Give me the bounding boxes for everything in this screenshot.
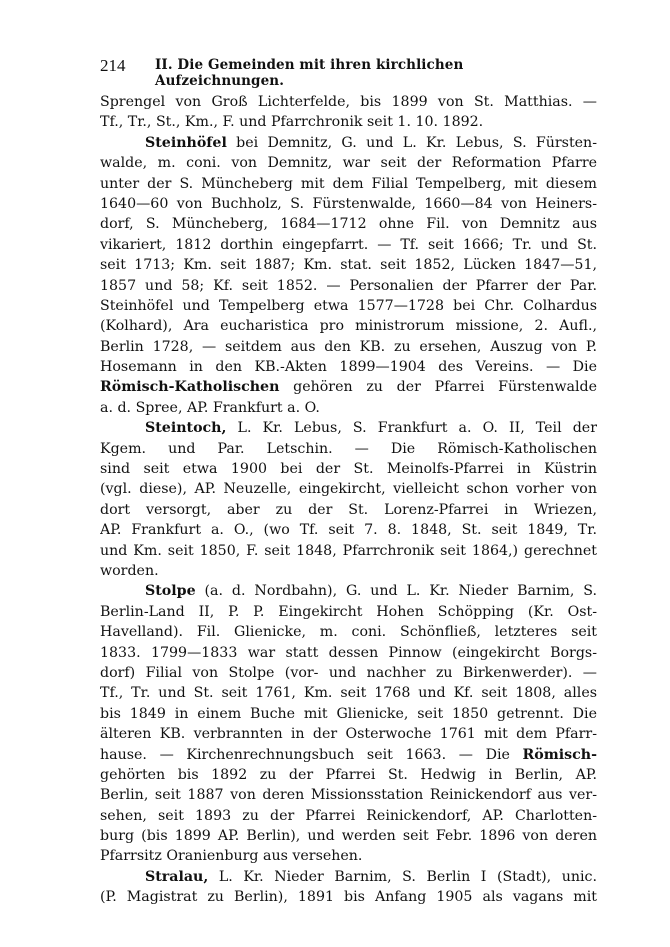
text-line [100,316,597,336]
text-line [100,418,597,438]
text-line [100,785,597,805]
text-segment: 1857 und 58; Kf. seit 1852. — Personalien der Pfarrer der Par. [100,277,597,294]
text-segment: dort versorgt, aber zu der St. Lorenz-Pfarrei in Wriezen, [100,501,597,518]
text-segment: unter der S. Müncheberg mit dem Filial Tempelberg, mit diesem [100,175,597,192]
text-segment: hause. — Kirchenrechnungsbuch seit 1663. — Die [100,746,523,763]
text-line [100,765,597,785]
text-line [100,846,597,866]
text-segment: 1640—60 von Buchholz, S. Fürstenwalde, 1660—84 von Heiners- [100,195,597,212]
text-line [100,500,597,520]
text-segment: dorf) Filial von Stolpe (vor- und nachher zu Birkenwerder). — [100,664,597,681]
text-segment: (a. d. Nordbahn), G. und L. Kr. Nieder Barnim, S. [195,583,597,600]
body-text [100,92,597,908]
text-line [100,561,597,581]
text-segment: älteren KB. verbrannten in der Osterwoche 1761 mit dem Pfarr- [100,726,597,743]
text-line [100,377,597,397]
running-title: II. Die Gemeinden mit ihren kirchlichen Aufzeichnungen. [155,57,464,89]
text-line [100,235,597,255]
text-line [100,602,597,622]
text-segment: Havelland). Fil. Glienicke, m. coni. Schönfließ, letzteres seit [100,624,597,641]
text-segment: AP. Frankfurt a. O., (wo Tf. seit 7. 8. 1848, St. seit 1849, Tr. [100,522,597,539]
page-number: 214 [100,56,126,75]
text-line [100,683,597,703]
text-segment: Berlin 1728, — seitdem aus den KB. zu ersehen, Auszug von P. [100,338,597,355]
text-segment: gehören zu der Pfarrei Fürstenwalde [279,379,597,396]
text-segment: Tf., Tr., St., Km., F. und Pfarrchronik seit 1. 10. 1892. [100,114,484,131]
text-line [100,337,597,357]
text-line [100,867,597,887]
text-segment: Hosemann in den KB.-Akten 1899—1904 des Vereins. — Die [100,359,597,376]
text-segment: (vgl. diese), AP. Neuzelle, eingekircht, vielleicht schon vorher von [100,481,597,498]
headword: Steintoch, [145,420,227,437]
text-line [100,541,597,561]
text-segment: walde, m. coni. von Demnitz, war seit der Reformation Pfarre [100,155,597,172]
text-segment: Berlin, seit 1887 von deren Missionsstation Reinickendorf aus ver- [100,787,597,804]
text-line [100,92,597,112]
text-line [100,806,597,826]
headword: Steinhöfel [145,134,227,151]
text-line [100,479,597,499]
text-line [100,826,597,846]
headword: Stralau, [145,868,209,885]
text-segment: sind seit etwa 1900 bei der St. Meinolfs-Pfarrei in Küstrin [100,461,597,478]
text-segment: gehörten bis 1892 zu der Pfarrei St. Hedwig in Berlin, AP. [100,766,597,783]
text-segment: vikariert, 1812 dorthin eingepfarrt. — Tf. seit 1666; Tr. und St. [100,236,597,253]
text-line [100,398,597,418]
text-line [100,581,597,601]
text-line [100,520,597,540]
text-line [100,133,597,153]
text-segment: und Km. seit 1850, F. seit 1848, Pfarrchronik seit 1864,) gerechnet [100,542,597,559]
text-segment: burg (bis 1899 AP. Berlin), und werden seit Febr. 1896 von deren [100,828,597,845]
text-line [100,276,597,296]
text-segment: seit 1713; Km. seit 1887; Km. stat. seit 1852, Lücken 1847—51, [100,257,597,274]
text-line [100,724,597,744]
text-segment: L. Kr. Lebus, S. Frankfurt a. O. II, Teil der [226,420,597,437]
text-line [100,255,597,275]
text-segment: a. d. Spree, AP. Frankfurt a. O. [100,399,320,416]
text-line [100,704,597,724]
text-segment: bei Demnitz, G. und L. Kr. Lebus, S. Fürsten- [226,134,597,151]
text-segment: Berlin-Land II, P. P. Eingekircht Hohen Schöpping (Kr. Ost- [100,603,597,620]
text-line [100,663,597,683]
text-segment: bis 1849 in einem Buche mit Glienicke, seit 1850 getrennt. Die [100,705,597,722]
text-segment: L. Kr. Nieder Barnim, S. Berlin I (Stadt), unic. [208,868,597,885]
text-segment: Pfarrsitz Oranienburg aus versehen. [100,848,363,865]
running-header [100,56,597,89]
text-segment: Steinhöfel und Tempelberg etwa 1577—1728 bei Chr. Colhardus [100,297,597,314]
text-line [100,439,597,459]
text-line [100,153,597,173]
headword: Römisch-Katholischen [100,379,280,396]
text-segment: Tf., Tr. und St. seit 1761, Km. seit 1768 und Kf. seit 1808, alles [100,685,597,702]
text-segment: (P. Magistrat zu Berlin), 1891 bis Anfang 1905 als vagans mit [100,889,597,906]
text-line [100,459,597,479]
text-segment: 1833. 1799—1833 war statt dessen Pinnow (eingekircht Borgs- [100,644,597,661]
text-segment: (Kolhard), Ara eucharistica pro ministrorum missione, 2. Aufl., [100,318,597,335]
text-line [100,622,597,642]
text-line [100,214,597,234]
text-line [100,296,597,316]
headword: Stolpe [145,583,196,600]
text-segment: Sprengel von Groß Lichterfelde, bis 1899 von St. Matthias. — [100,94,597,110]
text-line [100,174,597,194]
text-line [100,194,597,214]
text-segment: dorf, S. Müncheberg, 1684—1712 ohne Fil. von Demnitz aus [100,216,597,233]
text-segment: worden. [100,562,159,579]
text-segment: sehen, seit 1893 zu der Pfarrei Reinickendorf, AP. Charlotten- [100,807,597,824]
text-line [100,745,597,765]
text-line [100,643,597,663]
text-segment: Kgem. und Par. Letschin. — Die Römisch-Katholischen [100,440,597,457]
headword: Römisch- [522,746,597,763]
text-line [100,887,597,907]
text-line [100,112,597,132]
text-line [100,357,597,377]
